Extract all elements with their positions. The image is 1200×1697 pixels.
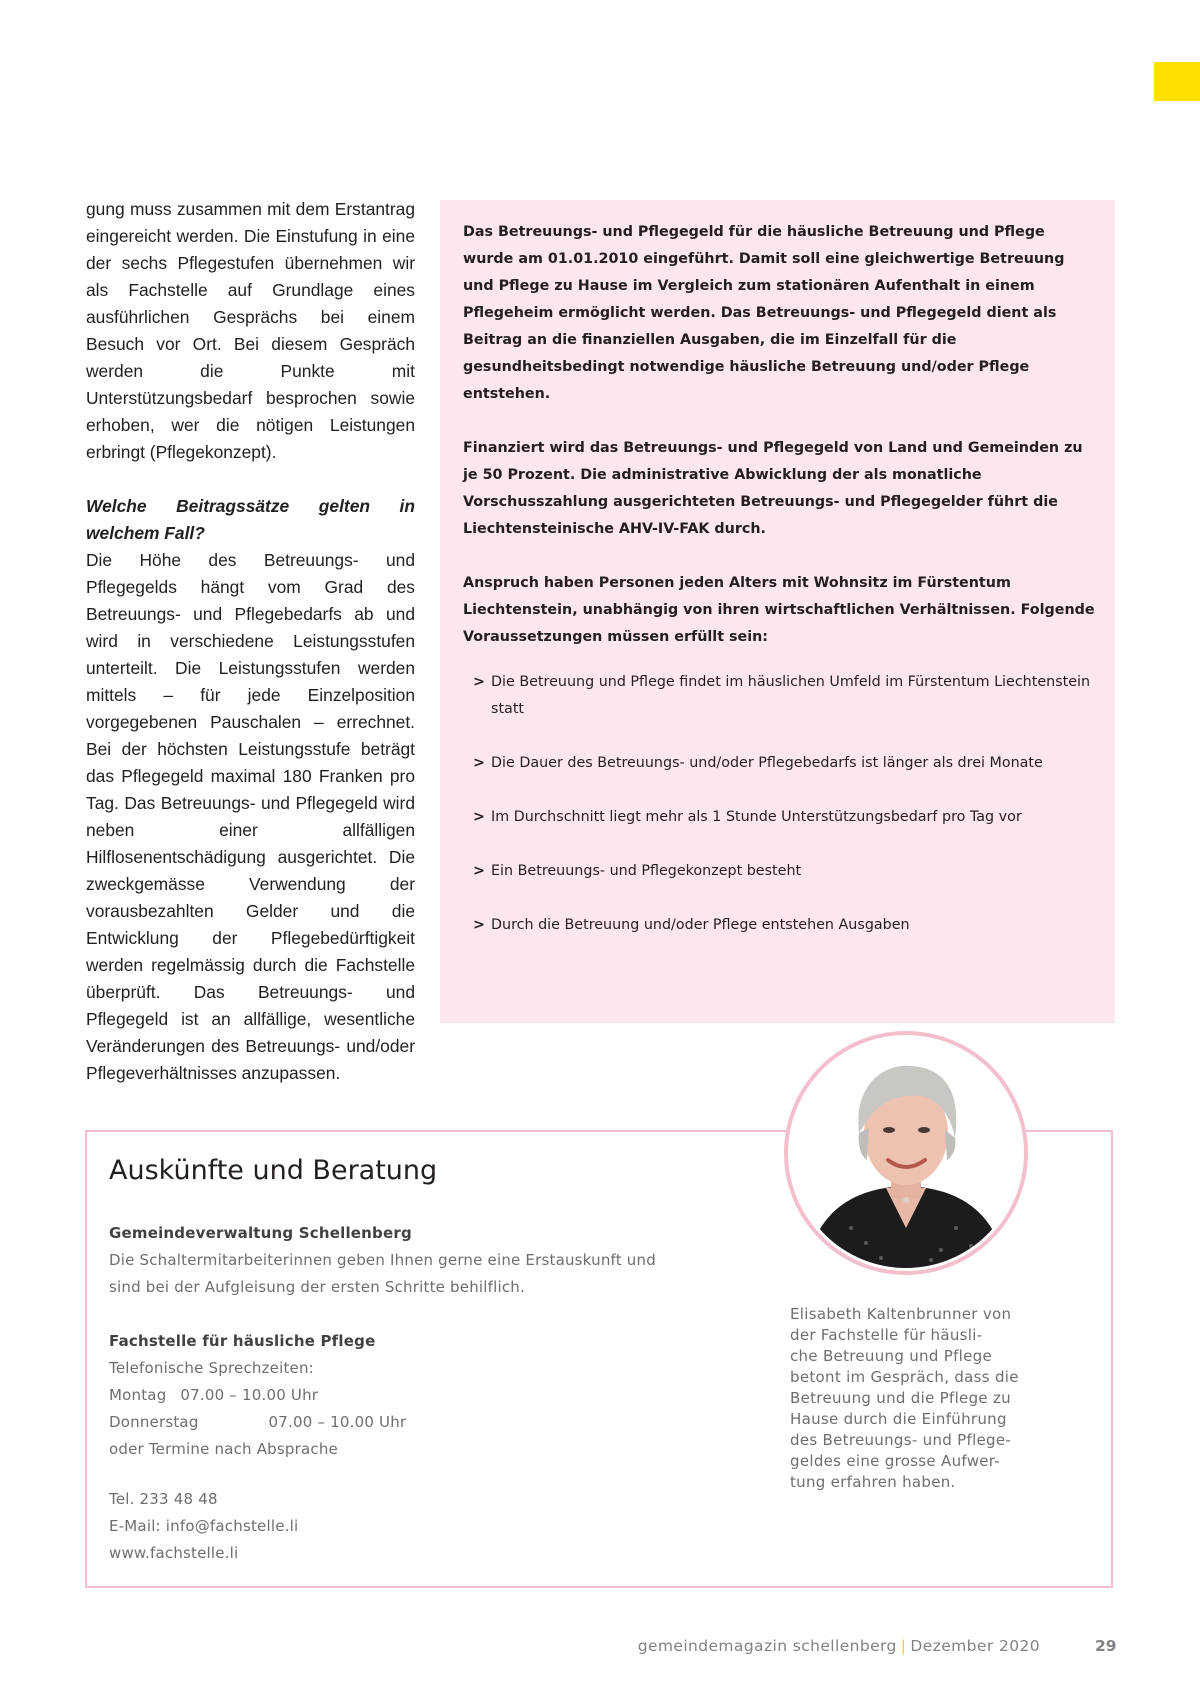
requirements-list <box>463 669 1095 939</box>
list-item: > Ein Betreuungs- und Pflegekonzept besteht <box>463 858 1095 885</box>
hours-thursday: Donnerstag 07.00 – 10.00 Uhr <box>109 1413 407 1431</box>
left-paragraph-1: gung muss zusammen mit dem Erstantrag eingereicht werden. Die Einstufung in eine der sechs Pflegestufen übernehmen wir als Fachstelle auf Grundlage eines ausführlichen Gesprächs bei einem Besuch vor Ort. Bei diesem Gespräch werden die Punkte mit Unterstützungsbedarf besprochen sowie erhoben, wer die nötigen Leistungen erbringt (Pflegekonzept). <box>86 199 415 462</box>
hours-monday: Montag 07.00 – 10.00 Uhr <box>109 1386 319 1404</box>
highlight-paragraph-3: Anspruch haben Personen jeden Alters mit Wohnsitz im Fürstentum Liechtenstein, unabhängig von ihren wirtschaftlichen Verhältnissen. Folgende Voraussetzungen müssen erfüllt sein: <box>463 575 1095 645</box>
info-highlight-box <box>440 200 1115 1023</box>
contact-details <box>109 1220 729 1567</box>
chevron-right-icon: > <box>473 863 485 879</box>
list-item: > Durch die Betreuung und/oder Pflege entstehen Ausgaben <box>463 912 1095 939</box>
contact-heading-fachstelle: Fachstelle für häusliche Pflege <box>109 1332 376 1350</box>
contact-heading-municipality: Gemeindeverwaltung Schellenberg <box>109 1224 412 1242</box>
list-item: > Die Dauer des Betreuungs- und/oder Pflegebedarfs ist länger als drei Monate <box>463 750 1095 777</box>
highlight-paragraph-2: Finanziert wird das Betreuungs- und Pflegegeld von Land und Gemeinden zu je 50 Prozent. Die administrative Abwicklung der als monatliche Vorschusszahlung ausgerichteten Betreuungs- und Pflegegelder führt die Liechtensteinische AHV-IV-FAK durch. <box>463 440 1083 537</box>
magazine-name: gemeindemagazin schellenberg <box>637 1637 897 1655</box>
phone-hours-label: Telefonische Sprechzeiten: <box>109 1359 314 1377</box>
portrait-photo <box>791 1038 1021 1268</box>
left-paragraph-2: Die Höhe des Betreuungs- und Pflegegelds hängt vom Grad des Betreuungs- und Pflegebedarfs ab und wird in verschiedene Leistungsstufen unterteilt. Die Leistungsstufen werden mittels – für jede Einzelposition vorgegebenen Pauschalen – errechnet. Bei der höchsten Leistungsstufe beträgt das Pflegegeld maximal 180 Franken pro Tag. Das Betreuungs- und Pflegegeld wird neben einer allfälligen Hilflosenentschädigung ausgerichtet. Die zweckgemässe Verwendung der vorausbezahlten Gelder und die Entwicklung der Pflegebedürftigkeit werden regelmässig durch die Fachstelle überprüft. Das Betreuungs- und Pflegegeld ist an allfällige, wesentliche Veränderungen des Betreuungs- und/oder Pflegeverhältnisses anzupassen. <box>86 550 415 1083</box>
footer-separator: | <box>900 1637 907 1655</box>
contact-title: Auskünfte und Beratung <box>109 1155 438 1186</box>
list-item: > Die Betreuung und Pflege findet im häuslichen Umfeld im Fürstentum Liechtenstein statt <box>463 669 1095 723</box>
chevron-right-icon: > <box>473 809 485 825</box>
chevron-right-icon: > <box>473 674 485 690</box>
photo-caption: Elisabeth Kaltenbrunner von der Fachstelle für häusli- che Betreuung und Pflege betont im Gespräch, dass die Betreuung und die Pflege zu Hause durch die Einführung des Betreuungs- und Pflege- geldes eine grosse Aufwer- tung erfahren haben. <box>790 1305 1019 1491</box>
email-address: E-Mail: info@fachstelle.li <box>109 1517 299 1535</box>
highlight-paragraph-1: Das Betreuungs- und Pflegegeld für die häusliche Betreuung und Pflege wurde am 01.01.2010 eingeführt. Damit soll eine gleichwertige Betreuung und Pflege zu Hause im Vergleich zum stationären Aufenthalt in einem Pflegeheim ermöglicht werden. Das Betreuungs- und Pflegegeld dient als Beitrag an die finanziellen Ausgaben, die im Einzelfall für die gesundheitsbedingt notwendige häusliche Betreuung und/oder Pflege entstehen. <box>463 224 1065 402</box>
list-item: > Im Durchschnitt liegt mehr als 1 Stunde Unterstützungsbedarf pro Tag vor <box>463 804 1095 831</box>
section-heading: Welche Beitragssätze gelten in welchem Fall? <box>86 496 415 543</box>
chevron-right-icon: > <box>473 917 485 933</box>
issue-date: Dezember 2020 <box>910 1637 1040 1655</box>
left-column <box>86 196 415 1087</box>
appointment-note: oder Termine nach Absprache <box>109 1440 338 1458</box>
page-number: 29 <box>1095 1637 1117 1655</box>
phone-number: Tel. 233 48 48 <box>109 1490 218 1508</box>
yellow-page-tab <box>1154 62 1200 101</box>
municipality-text-line: Die Schaltermitarbeiterinnen geben Ihnen gerne eine Erstauskunft und <box>109 1251 656 1269</box>
chevron-right-icon: > <box>473 755 485 771</box>
website-link: www.fachstelle.li <box>109 1544 239 1562</box>
portrait-illustration <box>791 1038 1021 1268</box>
page-footer <box>638 1637 1040 1655</box>
municipality-text-line: sind bei der Aufgleisung der ersten Schritte behilflich. <box>109 1278 525 1296</box>
